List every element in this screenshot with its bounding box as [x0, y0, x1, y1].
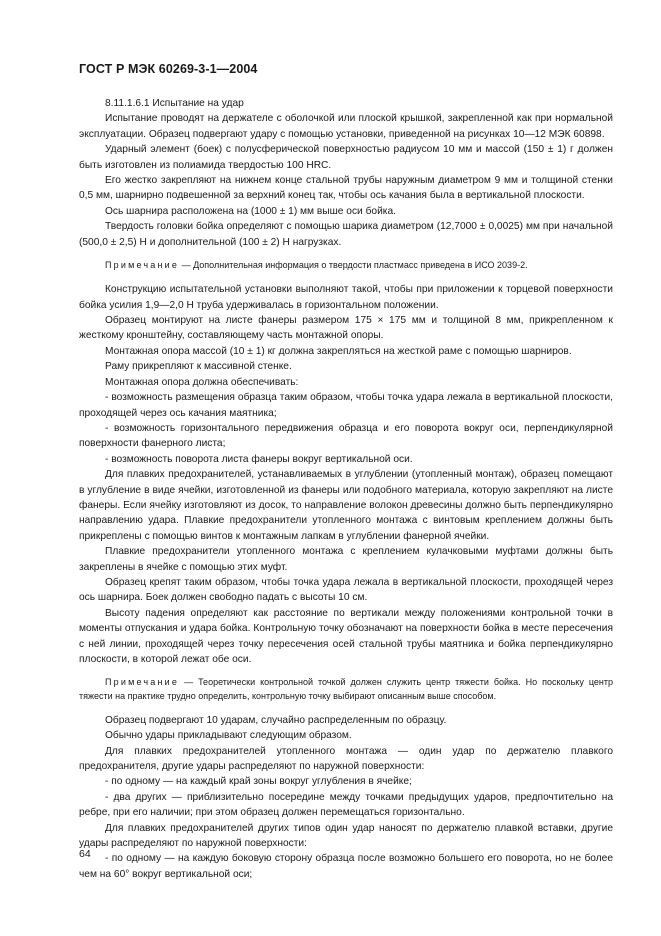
document-body	[79, 96, 613, 882]
paragraph: Для плавких предохранителей, устанавливаемых в углублении (утопленный монтаж), образец помещают в углубление в виде ячейки, изготовленной из фанеры или подобного материала, которую закрепляют на листе фанеры. Если ячейку изготовляют из досок, то направление волокон древесины должно быть перпендикулярно направлению удара. Плавкие предохранители утопленного монтажа с винтовым креплением должны быть прикреплены с помощью винтов к монтажным лапкам в углублении фанерной ячейки.	[79, 469, 613, 542]
paragraph: Для плавких предохранителей утопленного монтажа — один удар по держателю плавкого предохранителя, другие удары распределяют по наружной поверхности:	[79, 745, 613, 773]
paragraph: Его жестко закрепляют на нижнем конце стальной трубы наружным диаметром 9 мм и толщиной стенки 0,5 мм, шарнирно подвешенной за верхний конец так, чтобы ось качания была в вертикальной плоскости.	[79, 175, 613, 202]
paragraph: Конструкцию испытательной установки выполняют такой, чтобы при приложении к торцевой поверхности бойка усилия 1,9—2,0 Н труба удерживалась в горизонтальном положении.	[79, 284, 613, 311]
paragraph: Испытание проводят на держателе с оболочкой или плоской крышкой, закрепленной как при нормальной эксплуатации. Образец подвергают удару с помощью установки, приведенной на рисунках 10—12 МЭК 60898.	[79, 113, 613, 140]
note-text: — Теоретически контрольной точкой должен служить центр тяжести бойка. Но поскольку центр тяжести на практике трудно определить, контрольную точку выбирают описанным выше способом.	[79, 677, 613, 701]
paragraph: Плавкие предохранители утопленного монтажа с креплением кулачковыми муфтами должны быть закреплены в ячейке с помощью этих муфт.	[79, 546, 613, 573]
paragraph: Образец монтируют на листе фанеры размером 175 × 175 мм и толщиной 8 мм, прикрепленном к жесткому кронштейну, составляющему часть монтажной опоры.	[79, 315, 613, 342]
paragraph: Высоту падения определяют как расстояние по вертикали между положениями контрольной точки в моменты отпускания и удара бойка. Контрольную точку обозначают на поверхности бойка в месте пересечения с ней линии, проходящей через точку пересечения осей стальной трубы маятника и бойка перпендикулярно плоскости, в которой лежат обе оси.	[79, 607, 613, 666]
paragraph: Ударный элемент (боек) с полусферической поверхностью радиусом 10 мм и массой (150 ± 1) г должен быть изготовлен из полиамида твердостью 100 HRC.	[79, 144, 613, 171]
note	[79, 676, 613, 702]
paragraph: Обычно удары прикладывают следующим образом.	[105, 730, 352, 742]
paragraph: Монтажная опора должна обеспечивать:	[105, 376, 299, 388]
paragraph: Раму прикрепляют к массивной стенке.	[105, 361, 292, 373]
note-label: Примечание	[105, 677, 180, 688]
paragraph: Образец подвергают 10 ударам, случайно распределенным по образцу.	[105, 714, 447, 726]
page-number: 64	[79, 848, 91, 860]
list-item: - возможность размещения образца таким образом, чтобы точка удара лежала в вертикальной плоскости, проходящей через ось качания маятника;	[79, 392, 613, 419]
list-item: - по одному — на каждый край зоны вокруг углубления в ячейке;	[105, 776, 412, 788]
note	[79, 259, 613, 272]
paragraph: Ось шарнира расположена на (1000 ± 1) мм выше оси бойка.	[105, 205, 396, 217]
document-header: ГОСТ Р МЭК 60269-3-1—2004	[79, 62, 258, 76]
paragraph: Монтажная опора массой (10 ± 1) кг должна закрепляться на жесткой раме с помощью шарниров.	[105, 345, 572, 357]
paragraph: Образец крепят таким образом, чтобы точка удара лежала в вертикальной плоскости, проходящей через ось шарнира. Боек должен свободно падать с высоты 10 см.	[79, 576, 613, 604]
list-item: - возможность поворота листа фанеры вокруг вертикальной оси.	[105, 453, 413, 465]
note-text: — Дополнительная информация о твердости пластмасс приведена в ИСО 2039-2.	[179, 260, 528, 271]
note-label: Примечание	[105, 260, 180, 271]
paragraph: Для плавких предохранителей других типов один удар наносят по держателю плавкой вставки, другие удары распределяют по наружной поверхности:	[79, 822, 613, 850]
list-item: - возможность горизонтального передвижения образца и его поворота вокруг оси, перпендикулярной поверхности фанерного листа;	[79, 422, 613, 450]
list-item: - два других — приблизительно посередине между точками предыдущих ударов, предпочтительно на ребре, при его наличии; при этом образец должен перемещаться горизонтально.	[79, 791, 613, 819]
section-heading: 8.11.1.6.1 Испытание на удар	[105, 98, 244, 109]
list-item: - по одному — на каждую боковую сторону образца после возможно большего его поворота, но не более чем на 60° вокруг вертикальной оси;	[79, 853, 613, 880]
paragraph: Твердость головки бойка определяют с помощью шарика диаметром (12,7000 ± 0,0025) мм при начальной (500,0 ± 2,5) Н и дополнительной (100 ± 2) Н нагрузках.	[79, 221, 613, 248]
